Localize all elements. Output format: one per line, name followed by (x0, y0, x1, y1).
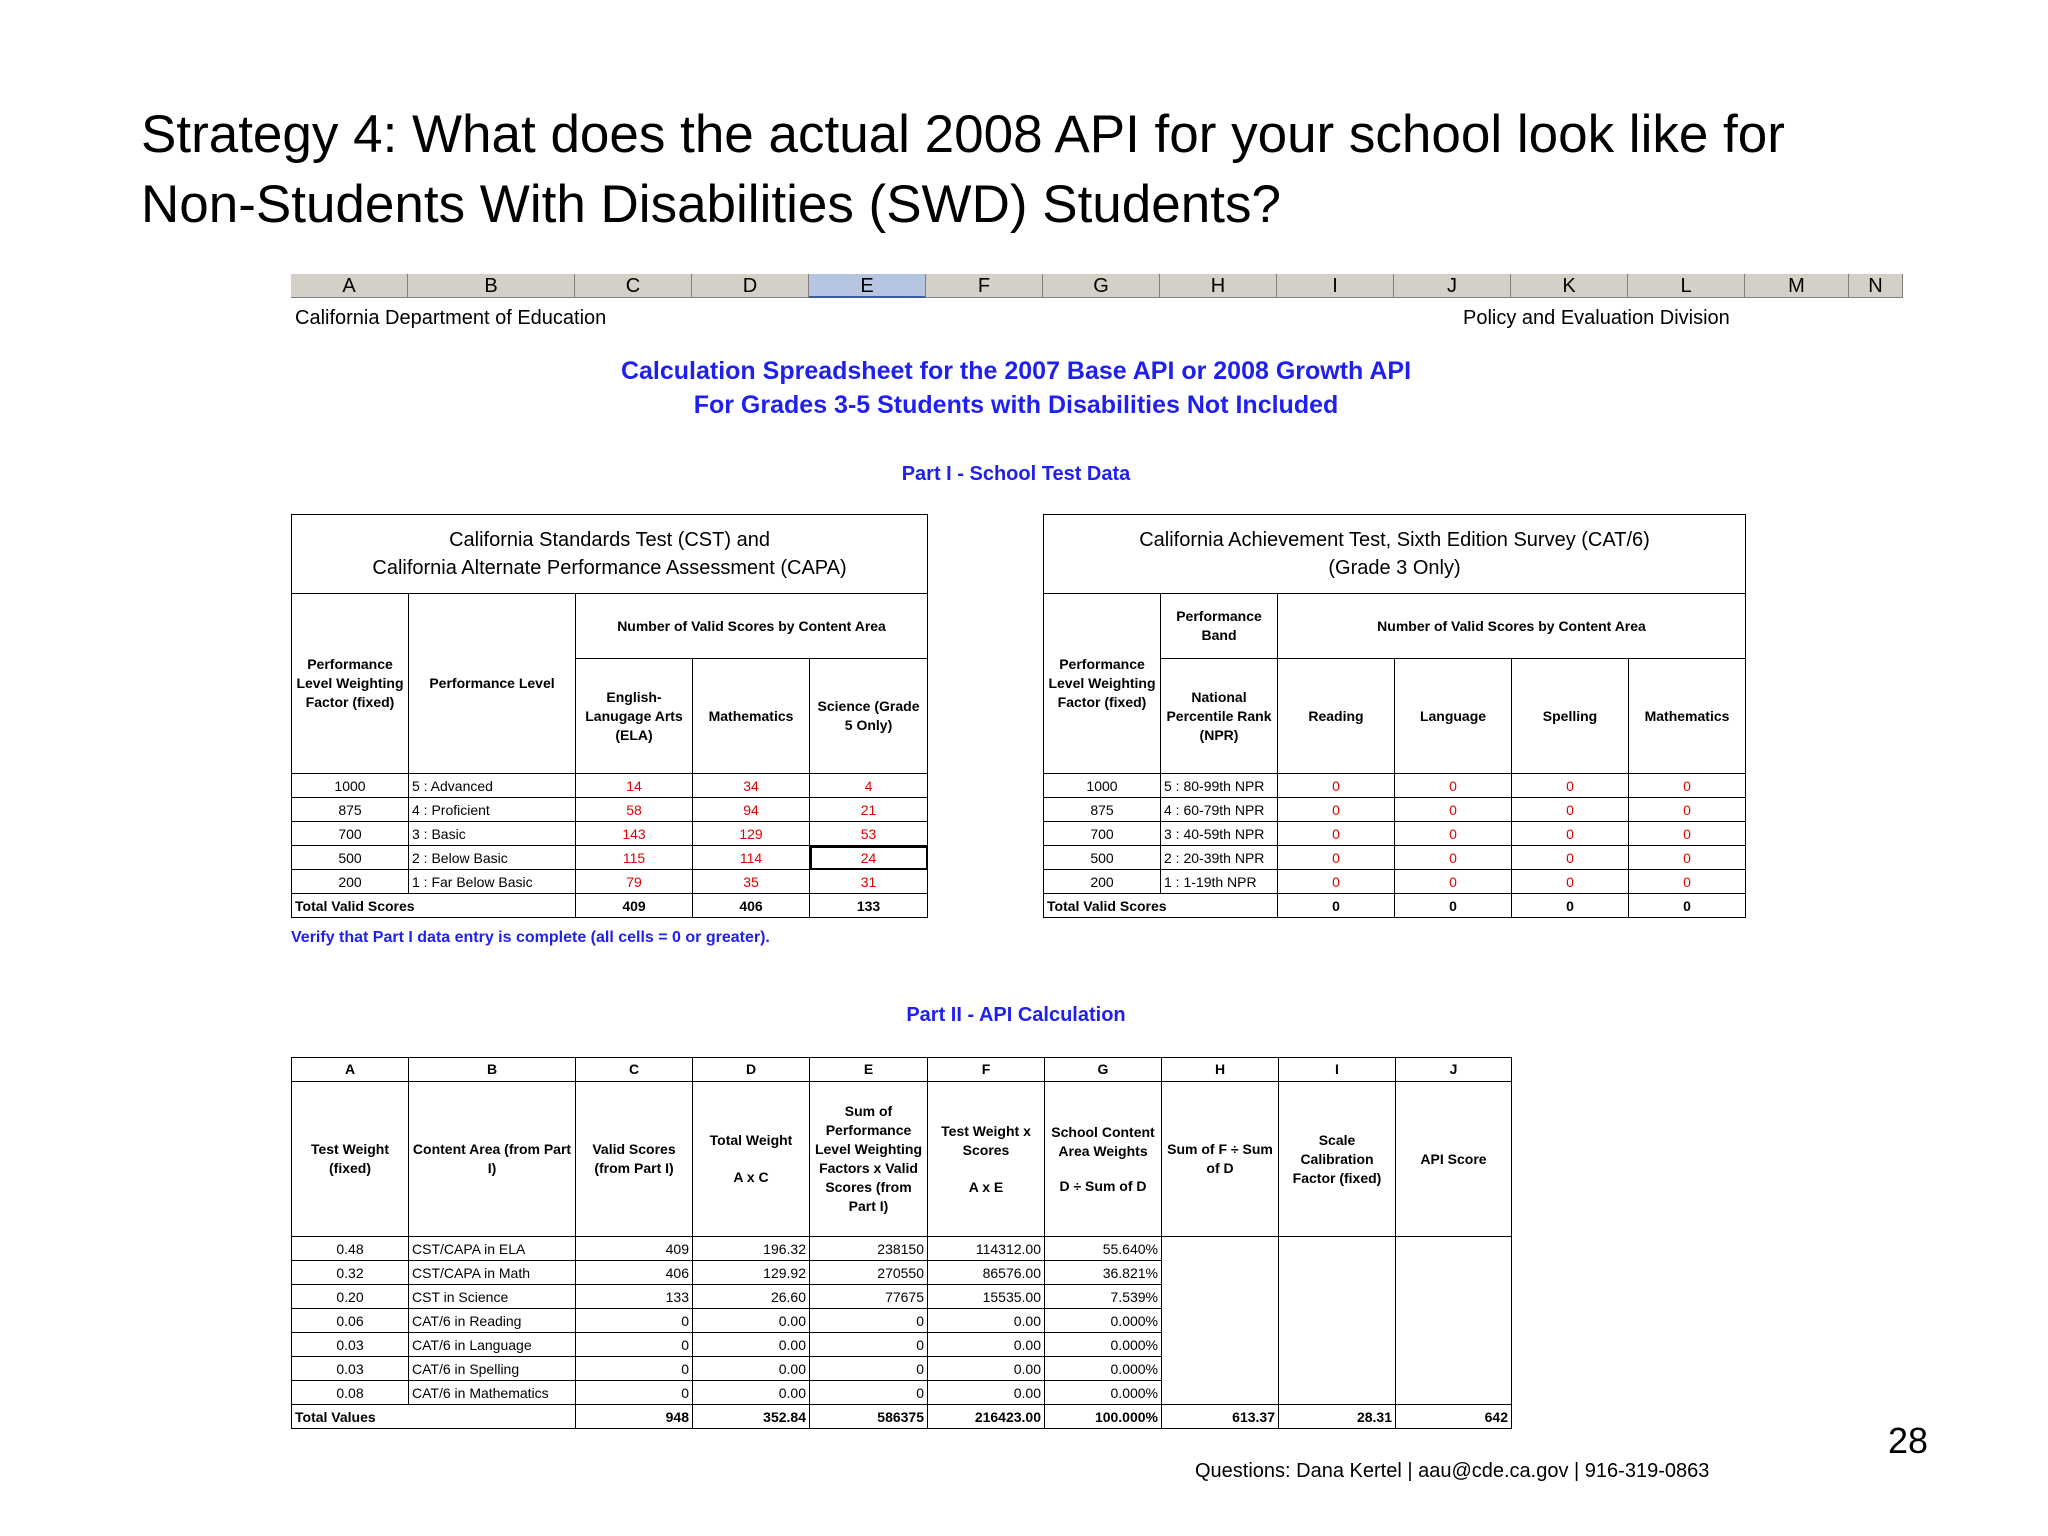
cell[interactable]: 0.03 (292, 1357, 409, 1381)
cell[interactable]: 129 (693, 822, 810, 846)
cell[interactable]: 216423.00 (928, 1405, 1045, 1429)
letter-cell: C (576, 1058, 693, 1082)
cell[interactable]: 4 (810, 774, 928, 798)
api-h-f-formula: A x E (968, 1178, 1004, 1195)
cell[interactable]: 2 : 20-39th NPR (1161, 846, 1278, 870)
cell[interactable]: 406 (576, 1261, 693, 1285)
cat6-h-spelling: Spelling (1512, 659, 1629, 774)
api-score-cell[interactable]: 642 (1396, 1405, 1512, 1429)
cell[interactable]: 0 (1629, 822, 1746, 846)
cell[interactable]: 0.48 (292, 1237, 409, 1261)
api-h-g (1045, 1082, 1162, 1237)
api-h-c: Valid Scores (from Part I) (576, 1082, 693, 1237)
cell[interactable]: 0 (1512, 846, 1629, 870)
cell[interactable]: 875 (292, 798, 409, 822)
cell[interactable]: 1000 (1044, 774, 1161, 798)
cell[interactable] (1279, 1237, 1396, 1405)
cst-title-line1: California Standards Test (CST) and (449, 529, 770, 551)
cell[interactable]: 7.539% (1045, 1285, 1162, 1309)
cell[interactable]: 500 (292, 846, 409, 870)
cell[interactable]: 0.000% (1045, 1333, 1162, 1357)
cell[interactable]: 4 : 60-79th NPR (1161, 798, 1278, 822)
cell[interactable]: 0 (1512, 894, 1629, 918)
header-left: California Department of Education (295, 307, 607, 329)
api-h-f (928, 1082, 1045, 1237)
col-header[interactable]: J (1394, 274, 1511, 298)
cell[interactable]: 0 (1395, 822, 1512, 846)
api-h-d (693, 1082, 810, 1237)
cell[interactable]: 1000 (292, 774, 409, 798)
cell[interactable]: 0 (1629, 774, 1746, 798)
verify-note: Verify that Part I data entry is complete (all cells = 0 or greater). (291, 929, 770, 946)
col-header[interactable]: L (1628, 274, 1745, 298)
cat6-table (1043, 514, 1746, 918)
cell[interactable]: 700 (292, 822, 409, 846)
cell[interactable]: 586375 (810, 1405, 928, 1429)
cell[interactable]: 100.000% (1045, 1405, 1162, 1429)
cell[interactable]: 26.60 (693, 1285, 810, 1309)
cell[interactable]: 86576.00 (928, 1261, 1045, 1285)
sheet-title-line1: Calculation Spreadsheet for the 2007 Base API or 2008 Growth API (620, 357, 1412, 385)
cell[interactable]: 875 (1044, 798, 1161, 822)
cell[interactable]: 0 (810, 1381, 928, 1405)
cell[interactable]: 5 : Advanced (409, 774, 576, 798)
cell[interactable]: 0 (810, 1333, 928, 1357)
col-header[interactable]: M (1745, 274, 1849, 298)
cell[interactable]: 0 (1512, 870, 1629, 894)
slide-title-line1: Strategy 4: What does the actual 2008 API for your school look like for (141, 105, 1785, 164)
cell[interactable]: 0 (810, 1309, 928, 1333)
cell[interactable]: 77675 (810, 1285, 928, 1309)
cell[interactable]: 0.00 (928, 1381, 1045, 1405)
cell[interactable]: 0 (1278, 894, 1395, 918)
cell[interactable]: 0.20 (292, 1285, 409, 1309)
cell[interactable]: 133 (810, 894, 928, 918)
cell[interactable]: 0 (1278, 846, 1395, 870)
api-h-i: Scale Calibration Factor (fixed) (1279, 1082, 1396, 1237)
cell[interactable]: CAT/6 in Language (409, 1333, 576, 1357)
cell[interactable]: 0.08 (292, 1381, 409, 1405)
cst-total-label: Total Valid Scores (292, 894, 576, 918)
cell[interactable]: CST in Science (409, 1285, 576, 1309)
cat6-h-math: Mathematics (1629, 659, 1746, 774)
cell[interactable]: 79 (576, 870, 693, 894)
cell[interactable]: 700 (1044, 822, 1161, 846)
cell[interactable]: 53 (810, 822, 928, 846)
cst-h-level: Performance Level (409, 594, 576, 774)
cst-table-title (292, 515, 928, 594)
selected-cell[interactable]: 24 (810, 846, 928, 870)
cell[interactable]: 2 : Below Basic (409, 846, 576, 870)
cst-h-valid: Number of Valid Scores by Content Area (576, 594, 928, 659)
cell[interactable]: 0 (1278, 870, 1395, 894)
api-h-g-formula: D ÷ Sum of D (1059, 1177, 1147, 1194)
col-header[interactable]: A (291, 274, 408, 298)
api-h-d-formula: A x C (733, 1169, 769, 1185)
col-header[interactable]: G (1043, 274, 1160, 298)
cell[interactable]: 0.00 (928, 1333, 1045, 1357)
cell[interactable]: 94 (693, 798, 810, 822)
cell[interactable]: 0 (576, 1381, 693, 1405)
cat6-h-valid: Number of Valid Scores by Content Area (1278, 594, 1746, 659)
cell[interactable]: 5 : 80-99th NPR (1161, 774, 1278, 798)
cst-title-line2: California Alternate Performance Assessment (CAPA) (372, 557, 847, 579)
cell[interactable]: 58 (576, 798, 693, 822)
cell[interactable]: 613.37 (1162, 1405, 1279, 1429)
cat6-title-line2: (Grade 3 Only) (1328, 557, 1461, 579)
cell[interactable]: 200 (292, 870, 409, 894)
api-h-j: API Score (1396, 1082, 1512, 1237)
letter-cell: J (1396, 1058, 1512, 1082)
cell[interactable]: 0.03 (292, 1333, 409, 1357)
cat6-table-title (1044, 515, 1746, 594)
cell[interactable]: 1 : Far Below Basic (409, 870, 576, 894)
cell[interactable]: 0.000% (1045, 1357, 1162, 1381)
api-calc-table (291, 1057, 1512, 1429)
header-right: Policy and Evaluation Division (1463, 307, 1730, 329)
col-header[interactable]: K (1511, 274, 1628, 298)
api-h-d-label: Total Weight (709, 1132, 793, 1148)
cell[interactable]: 0 (1278, 798, 1395, 822)
cell[interactable]: 143 (576, 822, 693, 846)
cell[interactable]: 133 (576, 1285, 693, 1309)
letter-cell: A (292, 1058, 409, 1082)
cell[interactable]: 406 (693, 894, 810, 918)
cell[interactable]: 0 (1512, 798, 1629, 822)
letter-cell: B (409, 1058, 576, 1082)
col-header[interactable]: F (926, 274, 1043, 298)
cell[interactable]: 0.00 (693, 1333, 810, 1357)
col-header[interactable]: D (692, 274, 809, 298)
cell[interactable]: 0.00 (928, 1309, 1045, 1333)
cell[interactable]: 0 (576, 1357, 693, 1381)
slide-title-line2: Non-Students With Disabilities (SWD) Students? (141, 175, 1281, 234)
cell[interactable]: 0.00 (928, 1357, 1045, 1381)
cell[interactable]: 36.821% (1045, 1261, 1162, 1285)
api-h-f-label: Test Weight x Scores (941, 1122, 1031, 1158)
api-h-e: Sum of Performance Level Weighting Factors x Valid Scores (from Part I) (810, 1082, 928, 1237)
letter-cell: F (928, 1058, 1045, 1082)
api-h-h: Sum of F ÷ Sum of D (1162, 1082, 1279, 1237)
cell[interactable]: 114 (693, 846, 810, 870)
cell[interactable]: 0 (1278, 822, 1395, 846)
cat6-total-label: Total Valid Scores (1044, 894, 1278, 918)
cell[interactable] (1162, 1237, 1279, 1405)
cell[interactable]: 31 (810, 870, 928, 894)
cell[interactable]: 34 (693, 774, 810, 798)
slide-title (141, 100, 2021, 240)
cst-h-weight: Performance Level Weighting Factor (fixed) (292, 594, 409, 774)
cell[interactable]: 0.00 (693, 1309, 810, 1333)
cell[interactable]: 0.00 (693, 1381, 810, 1405)
cat6-title-line1: California Achievement Test, Sixth Edition Survey (CAT/6) (1139, 529, 1650, 551)
sheet-title (291, 354, 1741, 422)
cell[interactable]: 0.32 (292, 1261, 409, 1285)
cell[interactable]: 28.31 (1279, 1405, 1396, 1429)
api-h-a: Test Weight (fixed) (292, 1082, 409, 1237)
cat6-h-reading: Reading (1278, 659, 1395, 774)
letter-cell: D (693, 1058, 810, 1082)
cell[interactable]: 4 : Proficient (409, 798, 576, 822)
cell[interactable]: 0 (576, 1309, 693, 1333)
cell[interactable]: 200 (1044, 870, 1161, 894)
cell[interactable]: 352.84 (693, 1405, 810, 1429)
cell[interactable]: 409 (576, 1237, 693, 1261)
cell[interactable]: 0.000% (1045, 1309, 1162, 1333)
cell[interactable]: 196.32 (693, 1237, 810, 1261)
cell[interactable]: 0 (810, 1357, 928, 1381)
cell[interactable]: 0.000% (1045, 1381, 1162, 1405)
cat6-h-band: Performance Band (1161, 594, 1278, 659)
col-header[interactable]: H (1160, 274, 1277, 298)
cst-h-math: Mathematics (693, 659, 810, 774)
cell[interactable]: 15535.00 (928, 1285, 1045, 1309)
col-header[interactable]: C (575, 274, 692, 298)
cell[interactable] (1396, 1237, 1512, 1405)
cell[interactable]: 14 (576, 774, 693, 798)
letter-cell: G (1045, 1058, 1162, 1082)
cell[interactable]: CST/CAPA in Math (409, 1261, 576, 1285)
cell[interactable]: 114312.00 (928, 1237, 1045, 1261)
cell[interactable]: 3 : 40-59th NPR (1161, 822, 1278, 846)
cell[interactable]: CST/CAPA in ELA (409, 1237, 576, 1261)
cell[interactable]: 0 (1629, 798, 1746, 822)
cst-h-ela: English-Lanugage Arts (ELA) (576, 659, 693, 774)
cell[interactable]: 0.06 (292, 1309, 409, 1333)
cell[interactable]: 3 : Basic (409, 822, 576, 846)
cell[interactable]: 948 (576, 1405, 693, 1429)
cell[interactable]: 1 : 1-19th NPR (1161, 870, 1278, 894)
cell[interactable]: 0.00 (693, 1357, 810, 1381)
api-total-label: Total Values (292, 1405, 576, 1429)
sheet-title-line2: For Grades 3-5 Students with Disabilities Not Included (693, 391, 1339, 419)
cell[interactable]: CAT/6 in Reading (409, 1309, 576, 1333)
cell[interactable]: 115 (576, 846, 693, 870)
cell[interactable]: 0 (1395, 774, 1512, 798)
part2-title: Part II - API Calculation (906, 1004, 1126, 1026)
cell[interactable]: 0 (1512, 774, 1629, 798)
api-h-g-label: School Content Area Weights (1051, 1123, 1155, 1159)
cell[interactable]: 0 (1395, 846, 1512, 870)
cell[interactable]: 0 (1395, 798, 1512, 822)
cell[interactable]: 0 (1629, 846, 1746, 870)
cell[interactable]: 21 (810, 798, 928, 822)
footer-contact: Questions: Dana Kertel | aau@cde.ca.gov | 916-319-0863 (1195, 1460, 1710, 1482)
cell[interactable]: 238150 (810, 1237, 928, 1261)
cell[interactable]: 0 (576, 1333, 693, 1357)
col-header[interactable]: B (408, 274, 575, 298)
cell[interactable]: 0 (1512, 822, 1629, 846)
cst-table (291, 514, 928, 918)
cat6-h-weight: Performance Level Weighting Factor (fixed) (1044, 594, 1161, 774)
cell[interactable]: CAT/6 in Mathematics (409, 1381, 576, 1405)
cell[interactable]: 409 (576, 894, 693, 918)
part1-title: Part I - School Test Data (901, 463, 1131, 485)
letter-cell: H (1162, 1058, 1279, 1082)
cell[interactable]: 0 (1395, 894, 1512, 918)
spreadsheet-image (291, 274, 1903, 1436)
col-header-selected[interactable]: E (809, 274, 926, 298)
api-h-b: Content Area (from Part I) (409, 1082, 576, 1237)
cell[interactable]: 35 (693, 870, 810, 894)
letter-cell: E (810, 1058, 928, 1082)
cell[interactable]: 129.92 (693, 1261, 810, 1285)
cell[interactable]: CAT/6 in Spelling (409, 1357, 576, 1381)
page-number: 28 (1888, 1420, 1929, 1461)
cell[interactable]: 0 (1278, 774, 1395, 798)
cell[interactable]: 270550 (810, 1261, 928, 1285)
cell[interactable]: 0 (1629, 894, 1746, 918)
col-header[interactable]: N (1849, 274, 1903, 298)
cell[interactable]: 500 (1044, 846, 1161, 870)
cell[interactable]: 0 (1629, 870, 1746, 894)
col-header[interactable]: I (1277, 274, 1394, 298)
letter-cell: I (1279, 1058, 1396, 1082)
cell[interactable]: 55.640% (1045, 1237, 1162, 1261)
cat6-h-language: Language (1395, 659, 1512, 774)
cat6-h-npr: National Percentile Rank (NPR) (1161, 659, 1278, 774)
cst-h-sci: Science (Grade 5 Only) (810, 659, 928, 774)
cell[interactable]: 0 (1395, 870, 1512, 894)
